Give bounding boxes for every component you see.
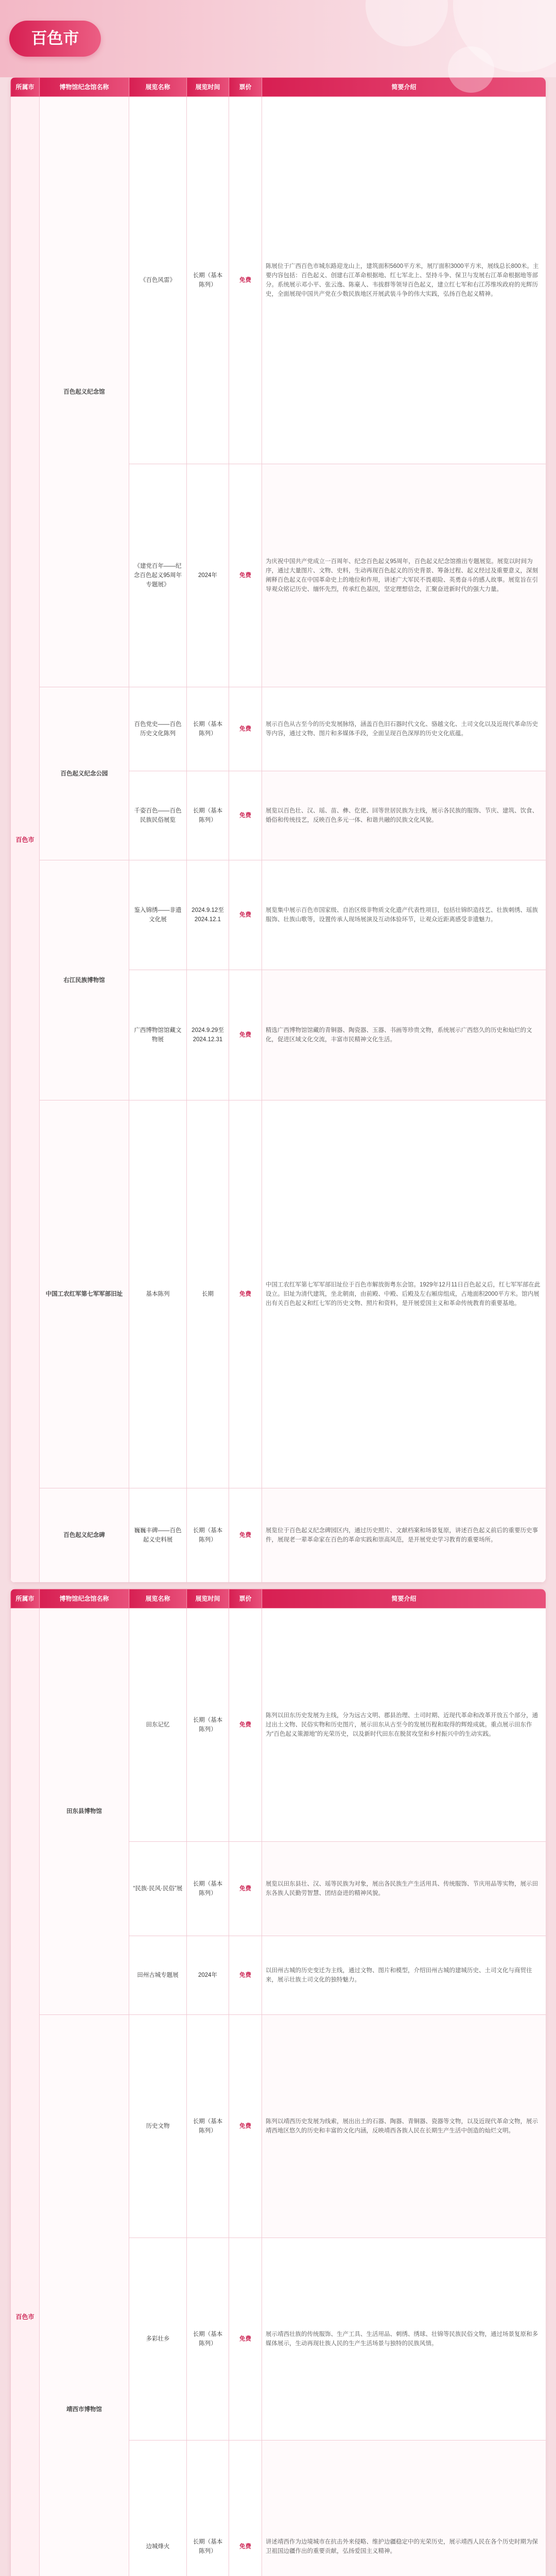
col-header-city: 所属市 <box>11 1589 40 1608</box>
exhibit-name: 百色党史——百色历史文化陈列 <box>129 687 187 771</box>
exhibit-time: 2024年 <box>187 464 229 687</box>
exhibit-intro: 展示百色从古至今的历史发展脉络，涵盖百色旧石器时代文化、骆越文化、土司文化以及近现代革命历史等内容，通过文物、图片和多媒体手段，全面呈现百色深厚的历史文化底蕴。 <box>262 687 546 771</box>
col-header-exhibit: 展览名称 <box>129 1589 187 1608</box>
exhibit-intro: 展示靖西壮族的传统服饰、生产工具、生活用品、刺绣、绣球、壮锦等民族民俗文物，通过场景复原和多媒体展示，生动再现壮族人民的生产生活场景与独特的民族风情。 <box>262 2238 546 2441</box>
table-row <box>11 2015 546 2238</box>
exhibit-time: 2024年 <box>187 1936 229 2015</box>
col-header-intro: 简要介绍 <box>262 1589 546 1608</box>
exhibit-price: 免费 <box>229 1842 262 1936</box>
exhibit-name: 千姿百色——百色民族民俗展览 <box>129 771 187 860</box>
exhibit-name: 鉴入锦绣——非遗文化展 <box>129 860 187 970</box>
exhibit-intro: 展览以田东县壮、汉、瑶等民族为对象，展出各民族生产生活用具、传统服饰、节庆用品等实物，展示田东各族人民勤劳智慧、团结奋进的精神风貌。 <box>262 1842 546 1936</box>
exhibit-intro: 陈列以田东历史发展为主线，分为远古文明、郡县治理、土司时期、近现代革命和改革开放五个部分，通过出土文物、民俗实物和历史图片，展示田东从古至今的发展历程和取得的辉煌成就。重点展示田东作为“百色起义策源地”的光荣历史，以及新时代田东在脱贫攻坚和乡村振兴中的生动实践。 <box>262 1608 546 1842</box>
table-row <box>11 1608 546 1842</box>
exhibit-time: 长期（基本陈列） <box>187 2238 229 2441</box>
city-cell: 百色市 <box>11 97 40 1583</box>
table-row <box>11 1488 546 1583</box>
col-header-venue: 博物馆纪念馆名称 <box>40 1589 129 1608</box>
exhibit-time: 长期（基本陈列） <box>187 2441 229 2576</box>
exhibit-price: 免费 <box>229 1936 262 2015</box>
exhibit-intro: 陈列以靖西历史发展为线索，展出出土的石器、陶器、青铜器、瓷器等文物，以及近现代革命文物，展示靖西地区悠久的历史和丰富的文化内涵，反映靖西各族人民在长期生产生活中创造的灿烂文明。 <box>262 2015 546 2238</box>
exhibit-intro: 展览位于百色起义纪念碑园区内，通过历史照片、文献档案和场景复原，讲述百色起义前后的重要历史事件，展现老一辈革命家在百色的革命实践和崇高风范，是开展党史学习教育的重要场所。 <box>262 1488 546 1583</box>
exhibit-intro: 中国工农红军第七军军部旧址位于百色市解放街粤东会馆。1929年12月11日百色起义后，红七军军部在此设立。旧址为清代建筑，坐北朝南，由前殿、中殿、后殿及左右厢房组成，占地面积2000平方米。馆内展出有关百色起义和红七军的历史文物、照片和资料，是开展爱国主义和革命传统教育的重要基地。 <box>262 1100 546 1488</box>
exhibit-name: 田东记忆 <box>129 1608 187 1842</box>
exhibit-intro: 以田州古城的历史变迁为主线，通过文物、图片和模型，介绍田州古城的建城历史、土司文化与商贸往来，展示壮族土司文化的独特魅力。 <box>262 1936 546 2015</box>
table-row <box>11 1100 546 1488</box>
header-decoration <box>366 0 448 46</box>
exhibit-price: 免费 <box>229 771 262 860</box>
table-header-row <box>11 1589 546 1608</box>
exhibit-price: 免费 <box>229 97 262 464</box>
exhibit-time: 2024.9.12至2024.12.1 <box>187 860 229 970</box>
exhibit-name: 巍巍丰碑——百色起义史料展 <box>129 1488 187 1583</box>
exhibit-intro: 陈展位于广西百色市城东路迎龙山上，建筑面积5600平方米，展厅面积3000平方米，展线总长800米。主要内容包括：百色起义、创建右江革命根据地、红七军北上、坚持斗争、保卫与发展右江革命根据地等部分。系统展示邓小平、张云逸、陈豪人、韦拔群等领导百色起义，建立红七军和右江苏维埃政府的光辉历史，全面展现中国共产党在少数民族地区开展武装斗争的伟大实践，弘扬百色起义精神。 <box>262 97 546 464</box>
col-header-price: 票价 <box>229 78 262 97</box>
exhibit-time: 长期（基本陈列） <box>187 1842 229 1936</box>
exhibit-price: 免费 <box>229 860 262 970</box>
exhibit-intro: 讲述靖西作为边境城市在抗击外来侵略、维护边疆稳定中的光荣历史，展示靖西人民在各个历史时期为保卫祖国边疆作出的重要贡献，弘扬爱国主义精神。 <box>262 2441 546 2576</box>
museum-table-2 <box>10 1589 546 2576</box>
col-header-time: 展览时间 <box>187 1589 229 1608</box>
exhibit-intro: 展览集中展示百色市国家级、自治区级非物质文化遗产代表性项目，包括壮锦织造技艺、壮族刺绣、瑶族服饰、壮族山歌等，设置传承人现场展演及互动体验环节，让观众近距离感受非遗魅力。 <box>262 860 546 970</box>
exhibit-intro: 为庆祝中国共产党成立一百周年、纪念百色起义95周年，百色起义纪念馆推出专题展览。展览以时间为序，通过大量图片、文物、史料，生动再现百色起义的历史背景、筹备过程、起义经过及重要意义，深刻阐释百色起义在中国革命史上的地位和作用，讲述广大军民不畏艰险、英勇奋斗的感人故事。展览旨在引导观众铭记历史、缅怀先烈，传承红色基因，坚定理想信念，汇聚奋进新时代的强大力量。 <box>262 464 546 687</box>
exhibit-time: 长期（基本陈列） <box>187 771 229 860</box>
exhibit-price: 免费 <box>229 2015 262 2238</box>
table-row <box>11 687 546 771</box>
exhibit-price: 免费 <box>229 1100 262 1488</box>
venue-cell: 右江民族博物馆 <box>40 860 129 1100</box>
header-decoration <box>448 46 494 93</box>
venue-cell: 田东县博物馆 <box>40 1608 129 2015</box>
venue-cell: 百色起义纪念碑 <box>40 1488 129 1583</box>
table-row <box>11 97 546 464</box>
venue-cell: 百色起义纪念馆 <box>40 97 129 687</box>
table-row <box>11 860 546 970</box>
exhibit-name: 田州古城专题展 <box>129 1936 187 2015</box>
exhibit-time: 2024.9.29至2024.12.31 <box>187 970 229 1100</box>
exhibit-intro: 精选广西博物馆馆藏的青铜器、陶瓷器、玉器、书画等珍贵文物，系统展示广西悠久的历史和灿烂的文化，促进区域文化交流，丰富市民精神文化生活。 <box>262 970 546 1100</box>
exhibit-name: “民族·民风·民俗”展 <box>129 1842 187 1936</box>
col-header-city: 所属市 <box>11 78 40 97</box>
exhibit-name: 边城烽火 <box>129 2441 187 2576</box>
exhibit-price: 免费 <box>229 2441 262 2576</box>
col-header-venue: 博物馆纪念馆名称 <box>40 78 129 97</box>
col-header-intro: 简要介绍 <box>262 78 546 97</box>
col-header-time: 展览时间 <box>187 78 229 97</box>
col-header-price: 票价 <box>229 1589 262 1608</box>
city-cell: 百色市 <box>11 1608 40 2576</box>
exhibit-intro: 展览以百色壮、汉、瑶、苗、彝、仡佬、回等世居民族为主线，展示各民族的服饰、节庆、建筑、饮食、婚俗和传统技艺，反映百色多元一体、和谐共融的民族文化风貌。 <box>262 771 546 860</box>
exhibit-price: 免费 <box>229 464 262 687</box>
exhibit-time: 长期（基本陈列） <box>187 2015 229 2238</box>
museum-table-1 <box>10 77 546 1583</box>
exhibit-price: 免费 <box>229 2238 262 2441</box>
exhibit-name: 历史文物 <box>129 2015 187 2238</box>
exhibit-time: 长期（基本陈列） <box>187 1608 229 1842</box>
page-header <box>0 0 556 77</box>
page-title: 百色市 <box>9 21 101 57</box>
exhibit-price: 免费 <box>229 1608 262 1842</box>
exhibit-name: 多彩壮乡 <box>129 2238 187 2441</box>
exhibit-time: 长期（基本陈列） <box>187 97 229 464</box>
exhibit-time: 长期 <box>187 1100 229 1488</box>
exhibit-name: 广西博物馆馆藏文物展 <box>129 970 187 1100</box>
venue-cell: 靖西市博物馆 <box>40 2015 129 2576</box>
exhibit-time: 长期（基本陈列） <box>187 687 229 771</box>
exhibit-price: 免费 <box>229 687 262 771</box>
exhibit-time: 长期（基本陈列） <box>187 1488 229 1583</box>
exhibit-price: 免费 <box>229 970 262 1100</box>
venue-cell: 中国工农红军第七军军部旧址 <box>40 1100 129 1488</box>
col-header-exhibit: 展览名称 <box>129 78 187 97</box>
venue-cell: 百色起义纪念公园 <box>40 687 129 860</box>
exhibit-name: 基本陈列 <box>129 1100 187 1488</box>
exhibit-price: 免费 <box>229 1488 262 1583</box>
exhibit-name: 《建党百年——纪念百色起义95周年专题展》 <box>129 464 187 687</box>
exhibit-name: 《百色风雷》 <box>129 97 187 464</box>
